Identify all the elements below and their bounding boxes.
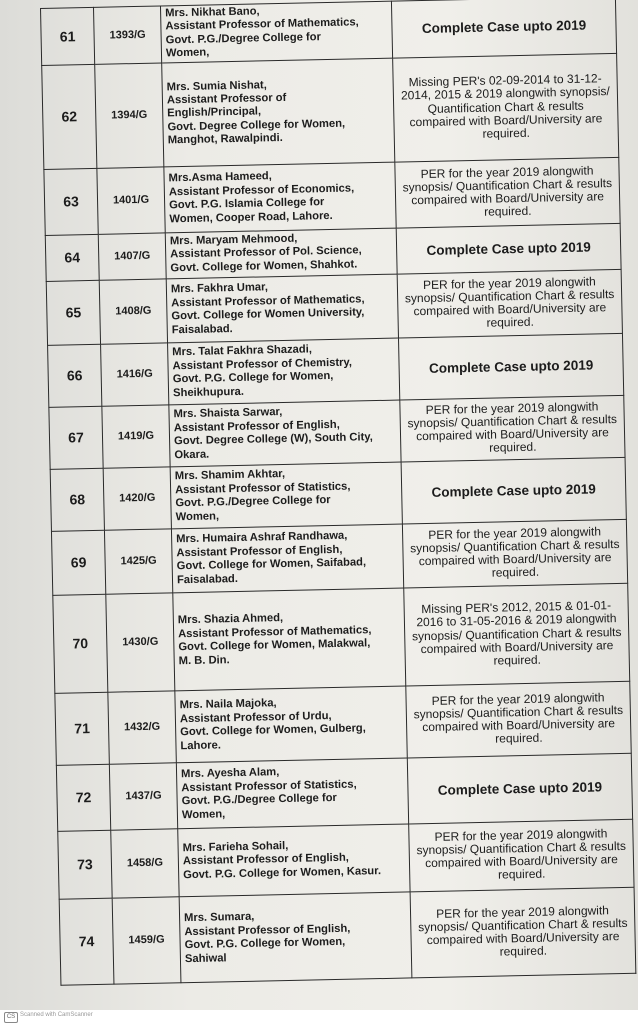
person-detail-line: Govt. Degree College (W), South City, xyxy=(173,431,373,448)
person-detail-line: Women, xyxy=(181,807,226,821)
person-name: Mrs. Shamim Akhtar, xyxy=(174,468,286,483)
remarks-cell: Complete Case upto 2019 xyxy=(391,0,616,58)
file-number-cell: 1458/G xyxy=(111,828,179,897)
scanner-watermark: Scanned with CamScanner xyxy=(20,1012,93,1018)
person-detail-line: Govt. College for Women, Saifabad, xyxy=(176,556,367,573)
serial-number-cell: 61 xyxy=(41,7,95,65)
remarks-cell: PER for the year 2019 alongwith synopsis/ Quantification Chart & results compaired with Board/University are required. xyxy=(410,887,636,978)
serial-number-cell: 63 xyxy=(44,168,98,235)
person-name: Mrs. Nikhat Bano, xyxy=(165,5,260,20)
person-cell xyxy=(179,892,412,983)
remarks-cell: PER for the year 2019 alongwith synopsis/ Quantification Chart & results compaired with Board/University are required. xyxy=(395,157,620,228)
file-number-cell: 1394/G xyxy=(95,63,164,168)
person-name: Mrs. Sumia Nishat, xyxy=(166,78,267,93)
person-name: Mrs. Ayesha Alam, xyxy=(180,766,280,781)
table-row xyxy=(42,53,619,169)
scan-footer xyxy=(0,1010,638,1024)
file-number-cell: 1408/G xyxy=(99,279,167,344)
table-row xyxy=(44,157,620,235)
file-number-cell: 1393/G xyxy=(93,6,161,64)
person-cell xyxy=(170,462,402,529)
person-cell xyxy=(178,824,410,897)
serial-number-cell: 64 xyxy=(45,234,99,281)
person-detail-line: Assistant Professor of Pol. Science, xyxy=(170,244,362,261)
person-detail-line: Okara. xyxy=(174,448,210,461)
remarks-cell: Complete Case upto 2019 xyxy=(396,223,621,274)
serial-number-cell: 62 xyxy=(42,64,97,169)
person-cell xyxy=(176,758,408,829)
person-detail-line: Faisalabad. xyxy=(176,572,239,586)
person-detail-line: Assistant Professor of Urdu, xyxy=(179,709,332,725)
table-row xyxy=(58,819,634,899)
table-row xyxy=(46,269,622,345)
person-cell xyxy=(169,400,401,467)
person-cell xyxy=(171,524,403,593)
remarks-cell: PER for the year 2019 alongwith synopsis/ Quantification Chart & results compaired with Board/University are required. xyxy=(406,681,631,758)
person-detail-line: Govt. P.G. College for Women, xyxy=(172,370,334,386)
person-name: Mrs. Talat Fakhra Shazadi, xyxy=(172,343,313,359)
person-cell xyxy=(168,338,400,405)
remarks-cell: PER for the year 2019 alongwith synopsis/ Quantification Chart & results compaired with Board/University are required. xyxy=(409,819,634,892)
person-detail-line: Manghot, Rawalpindi. xyxy=(167,132,283,147)
serial-number-cell: 74 xyxy=(59,898,114,985)
person-detail-line: Govt. P.G./Degree College for xyxy=(181,792,337,808)
table-row xyxy=(53,583,630,693)
person-detail-line: Govt. College for Women, Malakwal, xyxy=(178,637,371,654)
table-row xyxy=(56,753,632,831)
person-detail-line: Govt. P.G. College for Women, Kasur. xyxy=(183,864,382,882)
table-row xyxy=(51,519,627,595)
person-name: Mrs. Maryam Mehmood, xyxy=(169,232,298,248)
person-detail-line: Assistant Professor of Statistics, xyxy=(181,778,357,794)
remarks-cell: Complete Case upto 2019 xyxy=(401,457,626,524)
serial-number-cell: 70 xyxy=(53,594,108,693)
serial-number-cell: 66 xyxy=(48,344,102,407)
person-detail-line: Assistant Professor of English, xyxy=(184,922,351,938)
remarks-cell: PER for the year 2019 alongwith synopsis/ Quantification Chart & results compaired with Board/University are required. xyxy=(397,269,622,338)
person-detail-line: Govt. College for Women, Gulberg, xyxy=(180,722,366,739)
person-detail-line: Sheikhupura. xyxy=(172,385,245,399)
remarks-cell: Complete Case upto 2019 xyxy=(407,753,632,824)
camscanner-logo-icon: CS xyxy=(4,1012,18,1023)
person-detail-line: Assistant Professor of Mathematics, xyxy=(171,292,365,310)
remarks-cell: PER for the year 2019 alongwith synopsis/ Quantification Chart & results compaired with Board/University are required. xyxy=(402,519,627,588)
file-number-cell: 1432/G xyxy=(108,690,176,763)
file-number-cell: 1437/G xyxy=(109,762,177,829)
person-detail-line: Assistant Professor of English, xyxy=(176,543,343,559)
file-number-cell: 1459/G xyxy=(112,896,181,983)
remarks-cell: Complete Case upto 2019 xyxy=(398,333,623,400)
person-detail-line: English/Principal, xyxy=(167,105,262,120)
person-detail-line: Women, Cooper Road, Lahore. xyxy=(169,209,333,225)
serial-number-cell: 73 xyxy=(58,830,112,899)
person-name: Mrs.Asma Hameed, xyxy=(168,170,272,185)
person-detail-line: Women, xyxy=(165,46,210,60)
person-detail-line: Assistant Professor of English, xyxy=(182,852,349,868)
person-name: Mrs. Shaista Sarwar, xyxy=(173,406,283,421)
person-detail-line: Assistant Professor of English, xyxy=(173,418,340,435)
person-name: Mrs. Shazia Ahmed, xyxy=(177,612,284,627)
table-row xyxy=(59,887,636,985)
file-number-cell: 1430/G xyxy=(106,592,175,691)
person-detail-line: Women, xyxy=(175,509,220,523)
file-number-cell: 1419/G xyxy=(102,405,170,468)
person-cell xyxy=(166,274,398,343)
person-detail-line: Faisalabad. xyxy=(171,322,233,336)
file-number-cell: 1416/G xyxy=(101,343,169,406)
person-name: Mrs. Sumara, xyxy=(183,911,255,925)
serial-number-cell: 71 xyxy=(55,692,109,765)
file-number-cell: 1401/G xyxy=(97,167,165,234)
person-cell xyxy=(165,228,397,279)
person-name: Mrs. Humaira Ashraf Randhawa, xyxy=(176,529,348,546)
person-detail-line: Govt. P.G./Degree College for xyxy=(175,494,331,510)
person-detail-line: Lahore. xyxy=(180,738,222,752)
records-table-body xyxy=(41,0,636,985)
file-number-cell: 1420/G xyxy=(103,467,171,530)
person-detail-line: Sahiwal xyxy=(184,951,227,965)
person-detail-line: Govt. College for Women, Shahkot. xyxy=(170,258,358,275)
remarks-cell: Missing PER's 02-09-2014 to 31-12-2014, 2015 & 2019 alongwith synopsis/ Quantification Chart & results compaired with Board/University are required. xyxy=(393,53,619,162)
person-name: Mrs. Farieha Sohail, xyxy=(182,840,289,855)
file-number-cell: 1425/G xyxy=(104,528,172,593)
person-detail-line: Govt. P.G. Islamia College for xyxy=(169,196,325,212)
file-number-cell: 1407/G xyxy=(98,233,166,280)
serial-number-cell: 72 xyxy=(56,764,110,831)
person-detail-line: Govt. Degree College for Women, xyxy=(167,117,346,134)
serial-number-cell: 67 xyxy=(49,406,103,469)
remarks-cell: PER for the year 2019 alongwith synopsis/ Quantification Chart & results compaired with Board/University are required. xyxy=(400,395,625,462)
person-cell xyxy=(164,162,396,233)
person-detail-line: M. B. Din. xyxy=(178,653,230,667)
remarks-cell: Missing PER's 2012, 2015 & 01-01-2016 to 31-05-2016 & 2019 alongwith synopsis/ Quantification Chart & results compaired with Board/University are required. xyxy=(404,583,630,686)
person-detail-line: Assistant Professor of Chemistry, xyxy=(172,356,353,373)
person-detail-line: Assistant Professor of Statistics, xyxy=(174,480,351,496)
person-cell xyxy=(175,686,407,763)
person-detail-line: Govt. P.G./Degree College for xyxy=(165,30,322,47)
person-detail-line: Assistant Professor of xyxy=(166,91,287,107)
table-row xyxy=(55,681,631,765)
person-detail-line: Assistant Professor of Mathematics, xyxy=(165,16,359,33)
serial-number-cell: 69 xyxy=(51,530,105,595)
serial-number-cell: 68 xyxy=(50,468,104,531)
records-table xyxy=(40,0,636,985)
person-detail-line: Assistant Professor of Economics, xyxy=(168,182,355,199)
person-cell xyxy=(173,588,406,691)
person-cell xyxy=(162,58,395,167)
person-name: Mrs. Fakhra Umar, xyxy=(170,281,269,296)
person-detail-line: Govt. College for Women University, xyxy=(171,306,365,323)
serial-number-cell: 65 xyxy=(46,280,100,345)
person-name: Mrs. Naila Majoka, xyxy=(179,697,277,712)
person-detail-line: Assistant Professor of Mathematics, xyxy=(178,623,372,640)
person-cell xyxy=(160,1,392,62)
person-detail-line: Govt. P.G. College for Women, xyxy=(184,935,346,952)
